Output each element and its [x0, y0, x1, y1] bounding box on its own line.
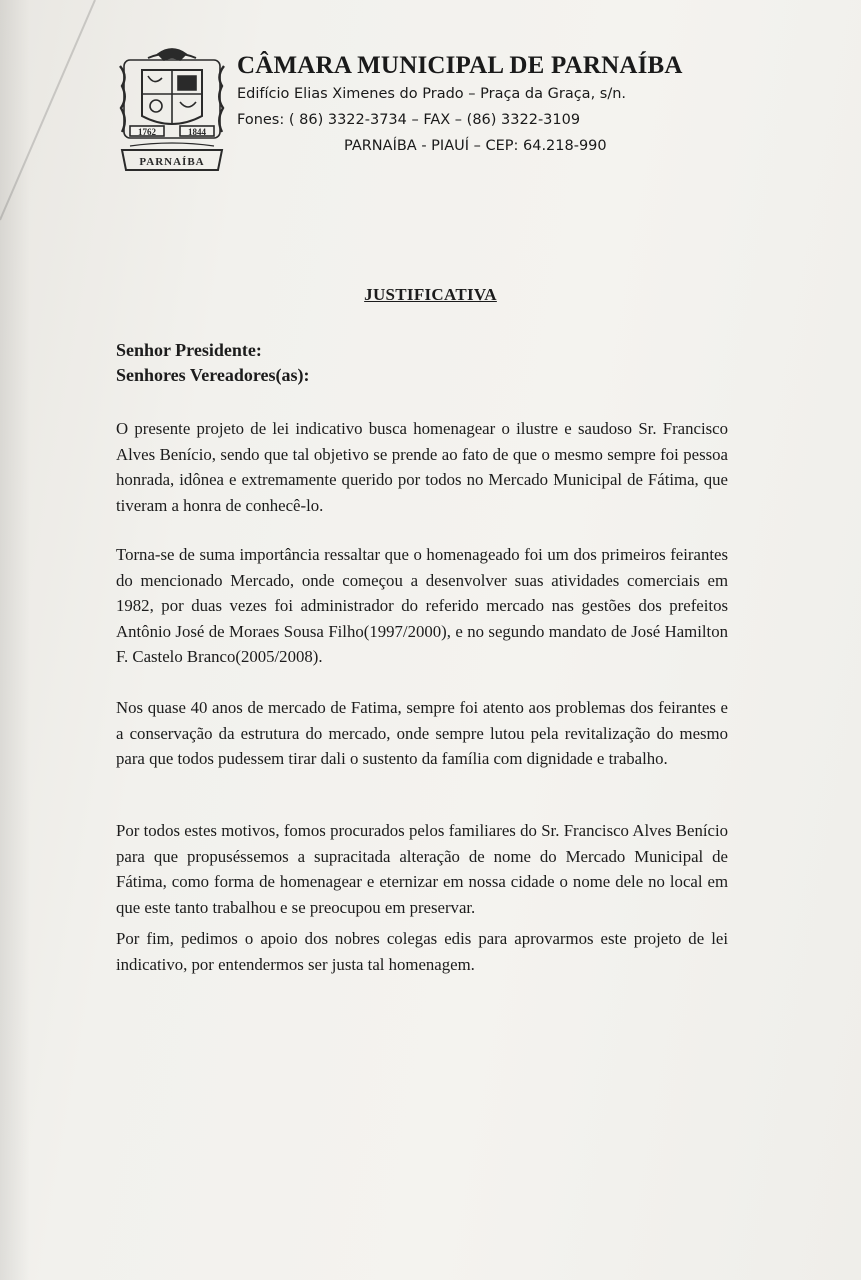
- body-paragraph-5: Por fim, pedimos o apoio dos nobres colegas edis para aprovarmos este projeto de lei indicativo, por entendermos ser justa tal homenagem.: [116, 929, 728, 974]
- crest-date-left: 1762: [138, 127, 156, 137]
- crest-date-right: 1844: [188, 127, 206, 137]
- salutation-president: Senhor Presidente:: [116, 340, 262, 360]
- body-paragraph-4: Por todos estes motivos, fomos procurados pelos familiares do Sr. Francisco Alves Benício para que propuséssemos a supracitada alteração de nome do Mercado Municipal de Fátima, como forma de homenagear e eternizar em nossa cidade o nome dele no local em que este tanto trabalhou e se preocupou em preservar.: [116, 821, 728, 917]
- crest-banner-text: PARNAÍBA: [139, 156, 205, 168]
- body-paragraph-3: Nos quase 40 anos de mercado de Fatima, sempre foi atento aos problemas dos feirantes e a conservação da estrutura do mercado, onde sempre lutou pela revitalização do mesmo para que todos pudessem tirar dali o sustento da família com dignidade e trabalho.: [116, 698, 728, 768]
- document-title: JUSTIFICATIVA: [364, 285, 497, 304]
- organization-name: CÂMARA MUNICIPAL DE PARNAÍBA: [237, 52, 683, 79]
- coat-of-arms-icon: [118, 46, 226, 176]
- body-paragraph-1: O presente projeto de lei indicativo busca homenagear o ilustre e saudoso Sr. Francisco Alves Benício, sendo que tal objetivo se prende ao fato de que o mesmo sempre foi pessoa honrada, idônea e extremamente querido por todos no Mercado Municipal de Fátima, que tiveram a honra de conhecê-lo.: [116, 419, 728, 515]
- header-address: Edifício Elias Ximenes do Prado – Praça da Graça, s/n.: [237, 86, 627, 102]
- header-phones: Fones: ( 86) 3322-3734 – FAX – (86) 3322-3109: [237, 112, 581, 128]
- body-paragraph-2: Torna-se de suma importância ressaltar que o homenageado foi um dos primeiros feirantes do mencionado Mercado, onde começou a desenvolver suas atividades comerciais em 1982, por duas vezes foi administrador do referido mercado nas gestões dos prefeitos Antônio José de Moraes Sousa Filho(1997/2000), e no segundo mandato de José Hamilton F. Castelo Branco(2005/2008).: [116, 545, 728, 666]
- salutation-councilors: Senhores Vereadores(as):: [116, 365, 310, 385]
- header-city: PARNAÍBA - PIAUÍ – CEP: 64.218-990: [344, 138, 607, 154]
